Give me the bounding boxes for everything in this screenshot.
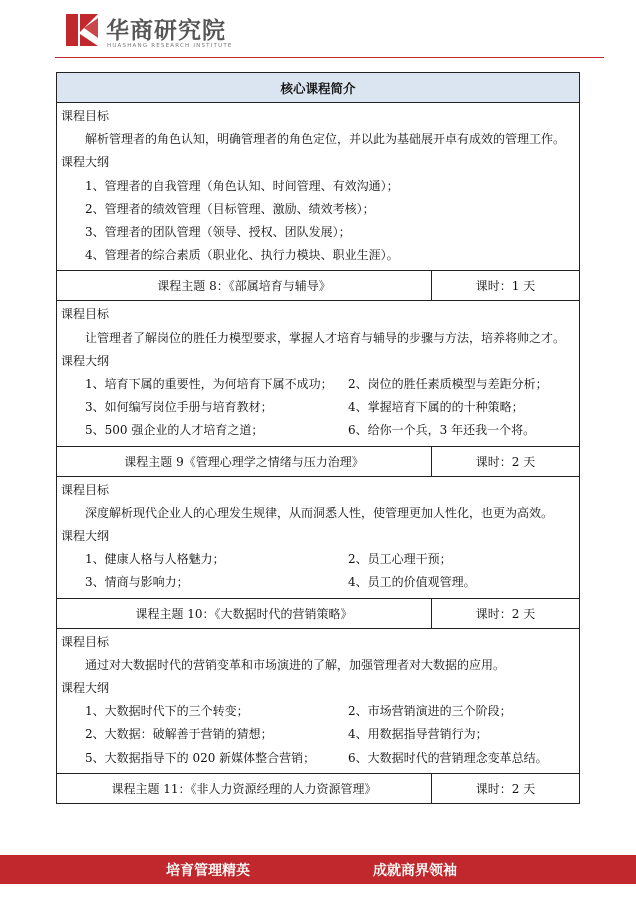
outline-item: 1、健康人格与人格魅力；	[85, 552, 225, 567]
outline-item: 1、管理者的自我管理（角色认知、时间管理、有效沟通）；	[85, 178, 399, 193]
outline-row	[61, 419, 575, 442]
goal-label: 课程目标	[61, 482, 110, 497]
table-header: 核心课程简介	[57, 73, 580, 103]
outline-item: 2、大数据：破解善于营销的猜想；	[85, 727, 273, 742]
brand-name-cn: 华商研究院	[106, 18, 226, 44]
topic-hours: 课时：2 天	[432, 446, 580, 476]
outline-item: 3、管理者的团队管理（领导、授权、团队发展）；	[85, 225, 351, 240]
topic-hours: 课时：2 天	[432, 773, 580, 803]
outline-row	[61, 548, 575, 571]
outline-row	[61, 723, 575, 746]
outline-item: 5、500 强企业的人才培育之道；	[85, 423, 264, 438]
outline-item: 4、掌握培育下属的的十种策略；	[348, 400, 524, 415]
outline-item: 4、员工的价值观管理。	[348, 575, 476, 590]
outline-item: 1、培育下属的重要性，为何培育下属不成功；	[85, 377, 333, 392]
footer-bar	[0, 855, 636, 884]
outline-label: 课程大纲	[61, 353, 110, 368]
footer-slogan-right: 成就商界领袖	[373, 863, 457, 879]
course-block-3	[57, 476, 580, 598]
topic-title: 课程主题 10：《大数据时代的营销策略》	[57, 598, 432, 628]
course-table	[56, 72, 580, 804]
outline-item: 4、管理者的综合素质（职业化、执行力模块、职业生涯）。	[85, 248, 399, 263]
outline-item: 5、大数据指导下的 020 新媒体整合营销；	[85, 750, 316, 765]
outline-row	[61, 396, 575, 419]
goal-label: 课程目标	[61, 109, 110, 123]
goal-text: 通过对大数据时代的营销变革和市场演进的了解，加强管理者对大数据的应用。	[85, 657, 506, 672]
brand-logo-icon	[64, 12, 100, 48]
outline-item: 3、如何编写岗位手册与培育教材；	[85, 400, 273, 415]
outline-row	[61, 571, 575, 594]
footer-slogan-left: 培育管理精英	[166, 863, 250, 879]
outline-item: 6、给你一个兵，3 年还我一个将。	[348, 423, 536, 438]
outline-item: 2、管理者的绩效管理（目标管理、激励、绩效考核）；	[85, 201, 375, 216]
topic-title: 课程主题 11：《非人力资源经理的人力资源管理》	[57, 773, 432, 803]
outline-item: 2、岗位的胜任素质模型与差距分析；	[348, 377, 548, 392]
outline-item: 4、用数据指导营销行为；	[348, 727, 488, 742]
outline-item: 2、市场营销演进的三个阶段；	[348, 704, 512, 719]
outline-row	[61, 747, 575, 770]
goal-text: 让管理者了解岗位的胜任力模型要求，掌握人才培育与辅导的步骤与方法，培养将帅之才。	[85, 330, 566, 345]
outline-row	[61, 373, 575, 396]
goal-text: 深度解析现代企业人的心理发生规律，从而洞悉人性，使管理更加人性化，也更为高效。	[85, 505, 554, 520]
outline-label: 课程大纲	[61, 529, 110, 544]
goal-label: 课程目标	[61, 307, 110, 322]
goal-text: 解析管理者的角色认知，明确管理者的角色定位，并以此为基础展开卓有成效的管理工作。	[85, 132, 566, 147]
topic-title: 课程主题 9《管理心理学之情绪与压力治理》	[57, 446, 432, 476]
outline-item: 1、大数据时代下的三个转变；	[85, 704, 249, 719]
outline-item: 6、大数据时代的营销理念变革总结。	[348, 750, 548, 765]
outline-item: 3、情商与影响力；	[85, 575, 189, 590]
course-block-1	[57, 103, 580, 271]
topic-hours: 课时：1 天	[432, 271, 580, 301]
course-block-4	[57, 628, 580, 773]
topic-title: 课程主题 8：《部属培育与辅导》	[57, 271, 432, 301]
outline-label: 课程大纲	[61, 681, 110, 696]
outline-label: 课程大纲	[61, 155, 110, 170]
header-divider	[55, 57, 604, 58]
page-header	[0, 0, 636, 60]
brand-name-en: HUASHANG RESEARCH INSTITUTE	[107, 43, 233, 49]
outline-row	[61, 700, 575, 723]
topic-hours: 课时：2 天	[432, 598, 580, 628]
outline-item: 2、员工心理干预；	[348, 552, 452, 567]
course-block-2	[57, 301, 580, 446]
goal-label: 课程目标	[61, 634, 110, 649]
